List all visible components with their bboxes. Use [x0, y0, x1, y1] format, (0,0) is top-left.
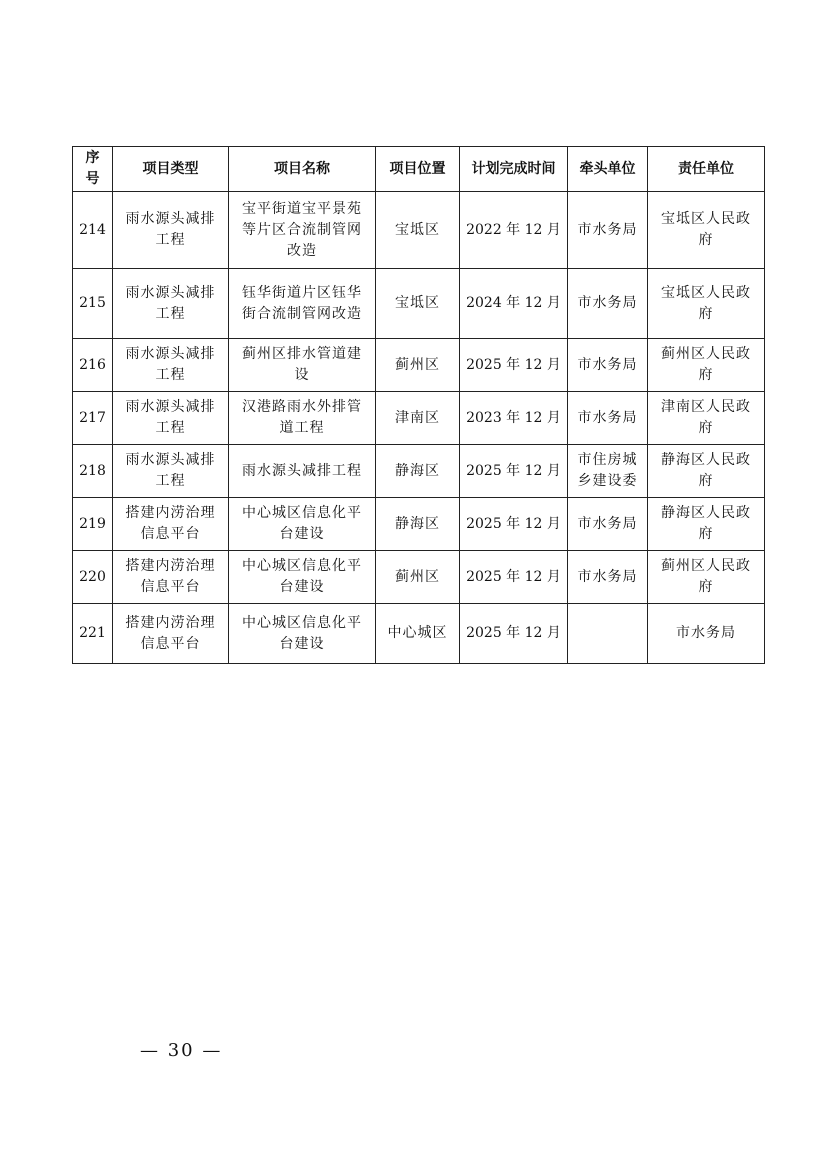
table-header-row [73, 147, 765, 192]
cell-project-name: 蓟州区排水管道建 设 [229, 339, 376, 392]
page-number: — 30 — [140, 1040, 223, 1061]
table-row [73, 269, 765, 339]
cell-serial: 215 [73, 269, 113, 339]
cell-project-type: 雨水源头减排 工程 [113, 445, 229, 498]
cell-project-type: 雨水源头减排 工程 [113, 392, 229, 445]
cell-project-name: 汉港路雨水外排管 道工程 [229, 392, 376, 445]
table-row [73, 392, 765, 445]
cell-responsible-unit: 蓟州区人民政 府 [648, 339, 765, 392]
cell-lead-unit: 市水务局 [568, 269, 648, 339]
cell-project-name: 中心城区信息化平 台建设 [229, 604, 376, 664]
cell-project-location: 中心城区 [376, 604, 460, 664]
cell-serial: 221 [73, 604, 113, 664]
cell-project-name: 雨水源头减排工程 [229, 445, 376, 498]
cell-serial: 217 [73, 392, 113, 445]
cell-serial: 220 [73, 551, 113, 604]
cell-project-location: 蓟州区 [376, 339, 460, 392]
table-row [73, 604, 765, 664]
table-row [73, 339, 765, 392]
cell-planned-completion: 2022 年 12 月 [460, 192, 568, 269]
header-project-name: 项目名称 [229, 147, 376, 192]
cell-project-name: 中心城区信息化平 台建设 [229, 498, 376, 551]
cell-lead-unit: 市水务局 [568, 192, 648, 269]
cell-planned-completion: 2024 年 12 月 [460, 269, 568, 339]
header-serial: 序号 [73, 147, 113, 192]
cell-project-type: 搭建内涝治理 信息平台 [113, 498, 229, 551]
cell-project-location: 静海区 [376, 498, 460, 551]
cell-responsible-unit: 宝坻区人民政 府 [648, 269, 765, 339]
cell-responsible-unit: 蓟州区人民政 府 [648, 551, 765, 604]
cell-project-location: 宝坻区 [376, 192, 460, 269]
cell-lead-unit: 市水务局 [568, 551, 648, 604]
cell-serial: 219 [73, 498, 113, 551]
table-row [73, 445, 765, 498]
cell-planned-completion: 2025 年 12 月 [460, 498, 568, 551]
cell-serial: 218 [73, 445, 113, 498]
header-project-type: 项目类型 [113, 147, 229, 192]
cell-lead-unit: 市住房城 乡建设委 [568, 445, 648, 498]
cell-responsible-unit: 市水务局 [648, 604, 765, 664]
table-row [73, 498, 765, 551]
cell-planned-completion: 2025 年 12 月 [460, 445, 568, 498]
header-planned-completion: 计划完成时间 [460, 147, 568, 192]
cell-planned-completion: 2025 年 12 月 [460, 551, 568, 604]
table-row [73, 192, 765, 269]
header-responsible-unit: 责任单位 [648, 147, 765, 192]
cell-project-location: 津南区 [376, 392, 460, 445]
cell-planned-completion: 2025 年 12 月 [460, 339, 568, 392]
cell-planned-completion: 2025 年 12 月 [460, 604, 568, 664]
cell-project-name: 中心城区信息化平 台建设 [229, 551, 376, 604]
cell-project-name: 宝平街道宝平景苑 等片区合流制管网 改造 [229, 192, 376, 269]
cell-lead-unit [568, 604, 648, 664]
cell-responsible-unit: 静海区人民政 府 [648, 445, 765, 498]
cell-serial: 216 [73, 339, 113, 392]
cell-serial: 214 [73, 192, 113, 269]
cell-responsible-unit: 静海区人民政 府 [648, 498, 765, 551]
cell-project-type: 搭建内涝治理 信息平台 [113, 551, 229, 604]
cell-project-type: 雨水源头减排 工程 [113, 192, 229, 269]
cell-lead-unit: 市水务局 [568, 498, 648, 551]
cell-lead-unit: 市水务局 [568, 339, 648, 392]
cell-responsible-unit: 宝坻区人民政 府 [648, 192, 765, 269]
cell-project-type: 搭建内涝治理 信息平台 [113, 604, 229, 664]
cell-project-location: 静海区 [376, 445, 460, 498]
cell-project-type: 雨水源头减排 工程 [113, 269, 229, 339]
cell-project-location: 蓟州区 [376, 551, 460, 604]
table-row [73, 551, 765, 604]
project-table [72, 146, 765, 664]
cell-responsible-unit: 津南区人民政 府 [648, 392, 765, 445]
cell-planned-completion: 2023 年 12 月 [460, 392, 568, 445]
header-lead-unit: 牵头单位 [568, 147, 648, 192]
cell-project-location: 宝坻区 [376, 269, 460, 339]
header-project-location: 项目位置 [376, 147, 460, 192]
cell-project-type: 雨水源头减排 工程 [113, 339, 229, 392]
cell-project-name: 钰华街道片区钰华 街合流制管网改造 [229, 269, 376, 339]
cell-lead-unit: 市水务局 [568, 392, 648, 445]
